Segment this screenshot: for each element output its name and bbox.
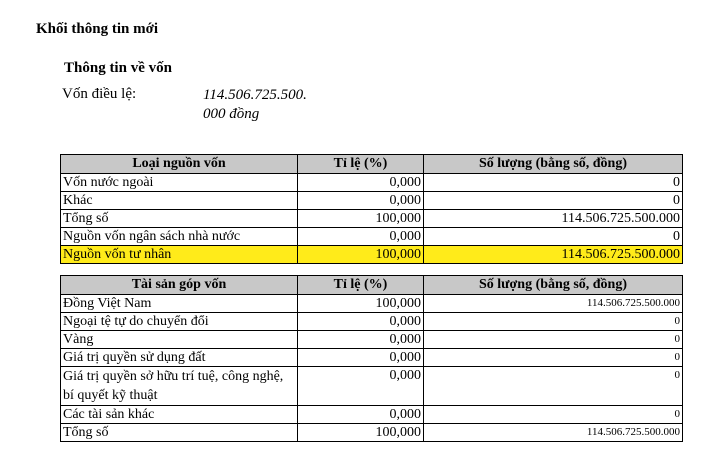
section-title: Khối thông tin mới bbox=[36, 21, 159, 37]
row-label: Nguồn vốn ngân sách nhà nước bbox=[61, 228, 298, 246]
table-row bbox=[61, 295, 683, 313]
table-header-row bbox=[61, 276, 683, 295]
row-ratio: 0,000 bbox=[298, 406, 424, 424]
capital-sources-table bbox=[60, 154, 683, 264]
table-header-row bbox=[61, 155, 683, 174]
row-ratio: 0,000 bbox=[298, 174, 424, 192]
row-label: Tổng số bbox=[61, 210, 298, 228]
row-amount: 0 bbox=[424, 192, 683, 210]
column-header-amount: Số lượng (bằng số, đồng) bbox=[424, 155, 683, 174]
row-ratio: 0,000 bbox=[298, 367, 424, 406]
row-amount: 114.506.725.500.000 bbox=[424, 246, 683, 264]
table-row bbox=[61, 349, 683, 367]
subsection-title: Thông tin về vốn bbox=[64, 60, 172, 76]
row-amount: 0 bbox=[424, 228, 683, 246]
table-row bbox=[61, 174, 683, 192]
row-ratio: 100,000 bbox=[298, 246, 424, 264]
row-label: Vốn nước ngoài bbox=[61, 174, 298, 192]
row-amount: 114.506.725.500.000 bbox=[424, 424, 683, 442]
row-ratio: 0,000 bbox=[298, 349, 424, 367]
table-row bbox=[61, 192, 683, 210]
row-ratio: 100,000 bbox=[298, 210, 424, 228]
row-ratio: 0,000 bbox=[298, 313, 424, 331]
charter-capital-value-line2: 000 đồng bbox=[203, 106, 260, 122]
row-ratio: 0,000 bbox=[298, 192, 424, 210]
table-row bbox=[61, 331, 683, 349]
column-header-asset: Tài sản góp vốn bbox=[61, 276, 298, 295]
table-row bbox=[61, 228, 683, 246]
table-row bbox=[61, 406, 683, 424]
row-label: Vàng bbox=[61, 331, 298, 349]
table-row bbox=[61, 424, 683, 442]
row-ratio: 100,000 bbox=[298, 424, 424, 442]
charter-capital-value-line1: 114.506.725.500. bbox=[203, 87, 307, 103]
row-label: Ngoại tệ tự do chuyển đổi bbox=[61, 313, 298, 331]
row-amount: 0 bbox=[424, 331, 683, 349]
row-label: Nguồn vốn tư nhân bbox=[61, 246, 298, 264]
column-header-source-type: Loại nguồn vốn bbox=[61, 155, 298, 174]
row-ratio: 0,000 bbox=[298, 228, 424, 246]
row-amount: 114.506.725.500.000 bbox=[424, 295, 683, 313]
row-amount: 0 bbox=[424, 313, 683, 331]
charter-capital-label: Vốn điều lệ: bbox=[62, 86, 137, 102]
table-row-highlighted bbox=[61, 246, 683, 264]
table-row bbox=[61, 210, 683, 228]
row-amount: 114.506.725.500.000 bbox=[424, 210, 683, 228]
row-amount: 0 bbox=[424, 406, 683, 424]
row-label: Đồng Việt Nam bbox=[61, 295, 298, 313]
charter-capital-value bbox=[203, 86, 343, 124]
column-header-ratio: Tỉ lệ (%) bbox=[298, 155, 424, 174]
row-ratio: 0,000 bbox=[298, 331, 424, 349]
column-header-ratio: Tỉ lệ (%) bbox=[298, 276, 424, 295]
column-header-amount: Số lượng (bằng số, đồng) bbox=[424, 276, 683, 295]
table-row bbox=[61, 367, 683, 406]
row-label: Giá trị quyền sở hữu trí tuệ, công nghệ, bí quyết kỹ thuật bbox=[61, 367, 298, 406]
row-amount: 0 bbox=[424, 367, 683, 406]
row-label: Khác bbox=[61, 192, 298, 210]
row-label: Tổng số bbox=[61, 424, 298, 442]
row-ratio: 100,000 bbox=[298, 295, 424, 313]
row-label: Giá trị quyền sử dụng đất bbox=[61, 349, 298, 367]
row-label: Các tài sản khác bbox=[61, 406, 298, 424]
row-amount: 0 bbox=[424, 349, 683, 367]
row-amount: 0 bbox=[424, 174, 683, 192]
table-row bbox=[61, 313, 683, 331]
capital-assets-table bbox=[60, 275, 683, 442]
